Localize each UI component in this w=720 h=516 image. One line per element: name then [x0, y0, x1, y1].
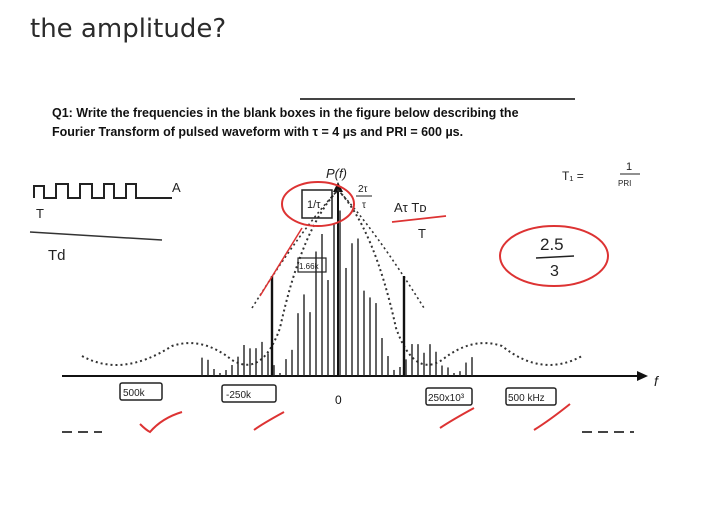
- corner-note: T₁ =: [562, 169, 584, 183]
- top-box-red-link: [260, 228, 302, 296]
- period-arrow: [30, 232, 162, 240]
- origin-label: 0: [335, 393, 342, 407]
- box-neg-500k-label: 500k: [123, 388, 145, 399]
- top-box-fraction: 1/τ: [307, 199, 321, 211]
- circled-bar: [536, 256, 574, 258]
- peak-note: 1.66k: [299, 262, 319, 271]
- check-mark-1: [140, 412, 182, 432]
- box-neg-250k-label: -250k: [226, 390, 252, 401]
- pulse-width-symbol: Td: [48, 247, 66, 264]
- box-pos-500k-label: 500 kHz: [508, 393, 545, 404]
- question-line-2: Fourier Transform of pulsed waveform with τ = 4 µs and PRI = 600 µs.: [52, 125, 464, 139]
- x-axis-label: f: [654, 373, 658, 389]
- right-fraction-bottom: τ: [362, 200, 366, 211]
- circled-top: 2.5: [540, 235, 564, 254]
- corner-fraction-top: 1: [626, 161, 633, 173]
- corner-fraction-bottom: PRI: [618, 179, 632, 188]
- pulse-train-sketch: [34, 184, 172, 198]
- formula-bottom: T: [418, 226, 426, 241]
- check-mark-3: [440, 408, 474, 428]
- circled-bottom: 3: [550, 263, 559, 280]
- formula-bar: [392, 216, 446, 222]
- right-fraction-top: 2τ: [358, 184, 368, 195]
- check-mark-2: [254, 412, 284, 430]
- check-mark-4: [534, 404, 570, 430]
- formula-top: Aτ Tᴅ: [394, 200, 427, 215]
- question-heading: the amplitude?: [30, 14, 227, 44]
- x-axis-arrowhead: [637, 371, 648, 381]
- period-symbol: T: [36, 206, 44, 221]
- question-line-1: Q1: Write the frequencies in the blank boxes in the figure below describing the: [52, 106, 519, 120]
- box-pos-250k-label: 250x10³: [428, 393, 465, 404]
- y-axis-label: P(f): [326, 166, 347, 181]
- fourier-figure: [22, 78, 702, 438]
- amplitude-symbol: A: [172, 180, 181, 195]
